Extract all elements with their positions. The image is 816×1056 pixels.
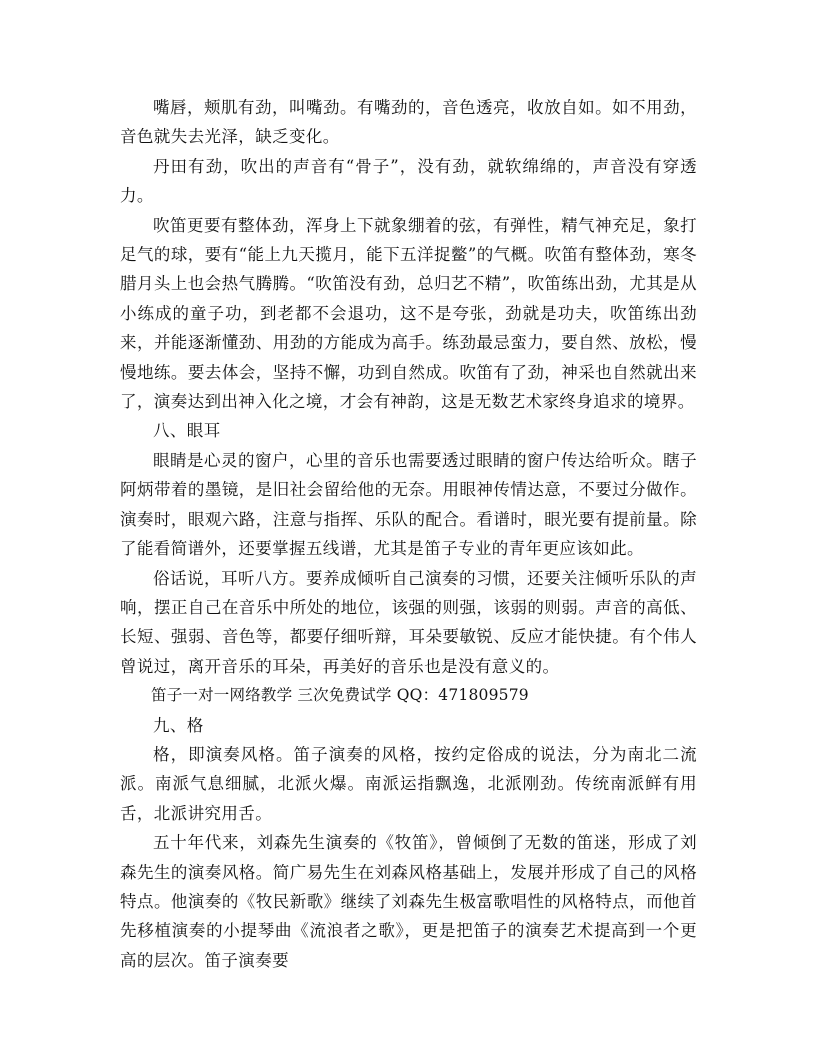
section-heading-style: 九、格 xyxy=(153,715,204,735)
paragraph-overall-strength: 吹笛更要有整体劲，浑身上下就象绷着的弦，有弹性，精气神充足，象打足气的球，要有“能上九天揽月，能下五洋捉鳖”的气概。吹笛有整体劲，寒冬腊月头上也会热气腾腾。“吹笛没有劲，总归艺不精”，吹笛练出劲，尤其是从小练成的童子功，到老都不会退功，这不是夸张，劲就是功夫，吹笛练出劲来，并能逐渐懂劲、用劲的方能成为高手。练劲最忌蛮力，要自然、放松，慢慢地练。要去体会，坚持不懈，功到自然成。吹笛有了劲，神采也自然就出来了，演奏达到出神入化之境，才会有神韵，这是无数艺术家终身追求的境界。 xyxy=(120,215,697,412)
paragraph-mouth-strength: 嘴唇，颊肌有劲，叫嘴劲。有嘴劲的，音色透亮，收放自如。如不用劲，音色就失去光泽，缺乏变化。 xyxy=(120,98,697,147)
paragraph-liu-sen: 五十年代来，刘森先生演奏的《牧笛》，曾倾倒了无数的笛迷，形成了刘森先生的演奏风格。简广易先生在刘森风格基础上，发展并形成了自己的风格特点。他演奏的《牧民新歌》继续了刘森先生极富歌唱性的风格特点，而他首先移植演奏的小提琴曲《流浪者之歌》，更是把笛子的演奏艺术提高到一个更高的层次。笛子演奏要 xyxy=(120,833,697,970)
document-body xyxy=(120,93,697,975)
paragraph-style-schools: 格，即演奏风格。笛子演奏的风格，按约定俗成的说法，分为南北二流派。南派气息细腻，北派火爆。南派运指飘逸，北派刚劲。传统南派鲜有用舌，北派讲究用舌。 xyxy=(120,744,697,823)
paragraph-eyes: 眼睛是心灵的窗户，心里的音乐也需要透过眼睛的窗户传达给听众。瞎子阿炳带着的墨镜，是旧社会留给他的无奈。用眼神传情达意，不要过分做作。演奏时，眼观六路，注意与指挥、乐队的配合。看谱时，眼光要有提前量。除了能看简谱外，还要掌握五线谱，尤其是笛子专业的青年更应该如此。 xyxy=(120,450,697,559)
section-heading-eyes-ears: 八、眼耳 xyxy=(153,421,221,441)
paragraph-ears: 俗话说，耳听八方。要养成倾听自己演奏的习惯，还要关注倾听乐队的声响，摆正自己在音乐中所处的地位，该强的则强，该弱的则弱。声音的高低、长短、强弱、音色等，都要仔细听辩，耳朵要敏锐、反应才能快捷。有个伟人曾说过，离开音乐的耳朵，再美好的音乐也是没有意义的。 xyxy=(120,568,697,676)
promo-line: 笛子一对一网络教学 三次免费试学 QQ：471809579 xyxy=(151,686,529,705)
paragraph-dantian-strength: 丹田有劲，吹出的声音有“骨子”，没有劲，就软绵绵的，声音没有穿透力。 xyxy=(120,156,697,206)
